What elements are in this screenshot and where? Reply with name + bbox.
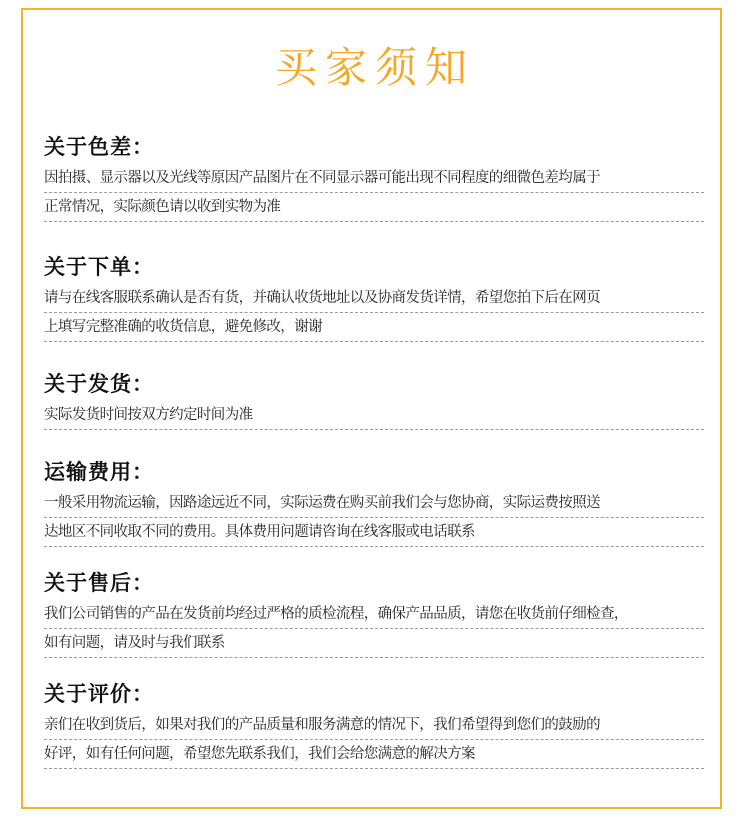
section-heading: 关于下单： (44, 255, 154, 279)
section-text-line: 好评，如有任何问题，希望您先联系我们，我们会给您满意的解决方案 (44, 740, 704, 769)
section-text-line: 上填写完整准确的收货信息，避免修改，谢谢 (44, 313, 704, 342)
section-reviews (44, 677, 704, 769)
section-ordering (44, 250, 704, 342)
section-text-line: 达地区不同收取不同的费用。具体费用问题请咨询在线客服或电话联系 (44, 518, 704, 547)
section-text-line: 请与在线客服联系确认是否有货，并确认收货地址以及协商发货详情，希望您拍下后在网页 (44, 284, 704, 313)
section-text-line: 正常情况，实际颜色请以收到实物为准 (44, 193, 704, 222)
section-heading: 关于色差： (44, 135, 154, 159)
section-after-sales (44, 566, 704, 658)
section-heading: 关于售后： (44, 571, 154, 595)
section-color-difference (44, 130, 704, 222)
section-text-line: 因拍摄、显示器以及光线等原因产品图片在不同显示器可能出现不同程度的细微色差均属于 (44, 164, 704, 193)
section-text-line: 亲们在收到货后，如果对我们的产品质量和服务满意的情况下，我们希望得到您们的鼓励的 (44, 711, 704, 740)
section-text-line: 如有问题，请及时与我们联系 (44, 629, 704, 658)
section-heading: 关于评价： (44, 682, 154, 706)
section-text-line: 一般采用物流运输，因路途远近不同，实际运费在购买前我们会与您协商，实际运费按照送 (44, 489, 704, 518)
page-title: 买家须知 (274, 43, 475, 92)
section-text-line: 实际发货时间按双方约定时间为准 (44, 401, 704, 430)
section-shipping (44, 367, 704, 430)
section-heading: 运输费用： (44, 460, 154, 484)
section-heading: 关于发货： (44, 372, 154, 396)
section-text-line: 我们公司销售的产品在发货前均经过严格的质检流程，确保产品品质，请您在收货前仔细检查， (44, 600, 704, 629)
section-freight-cost (44, 455, 704, 547)
